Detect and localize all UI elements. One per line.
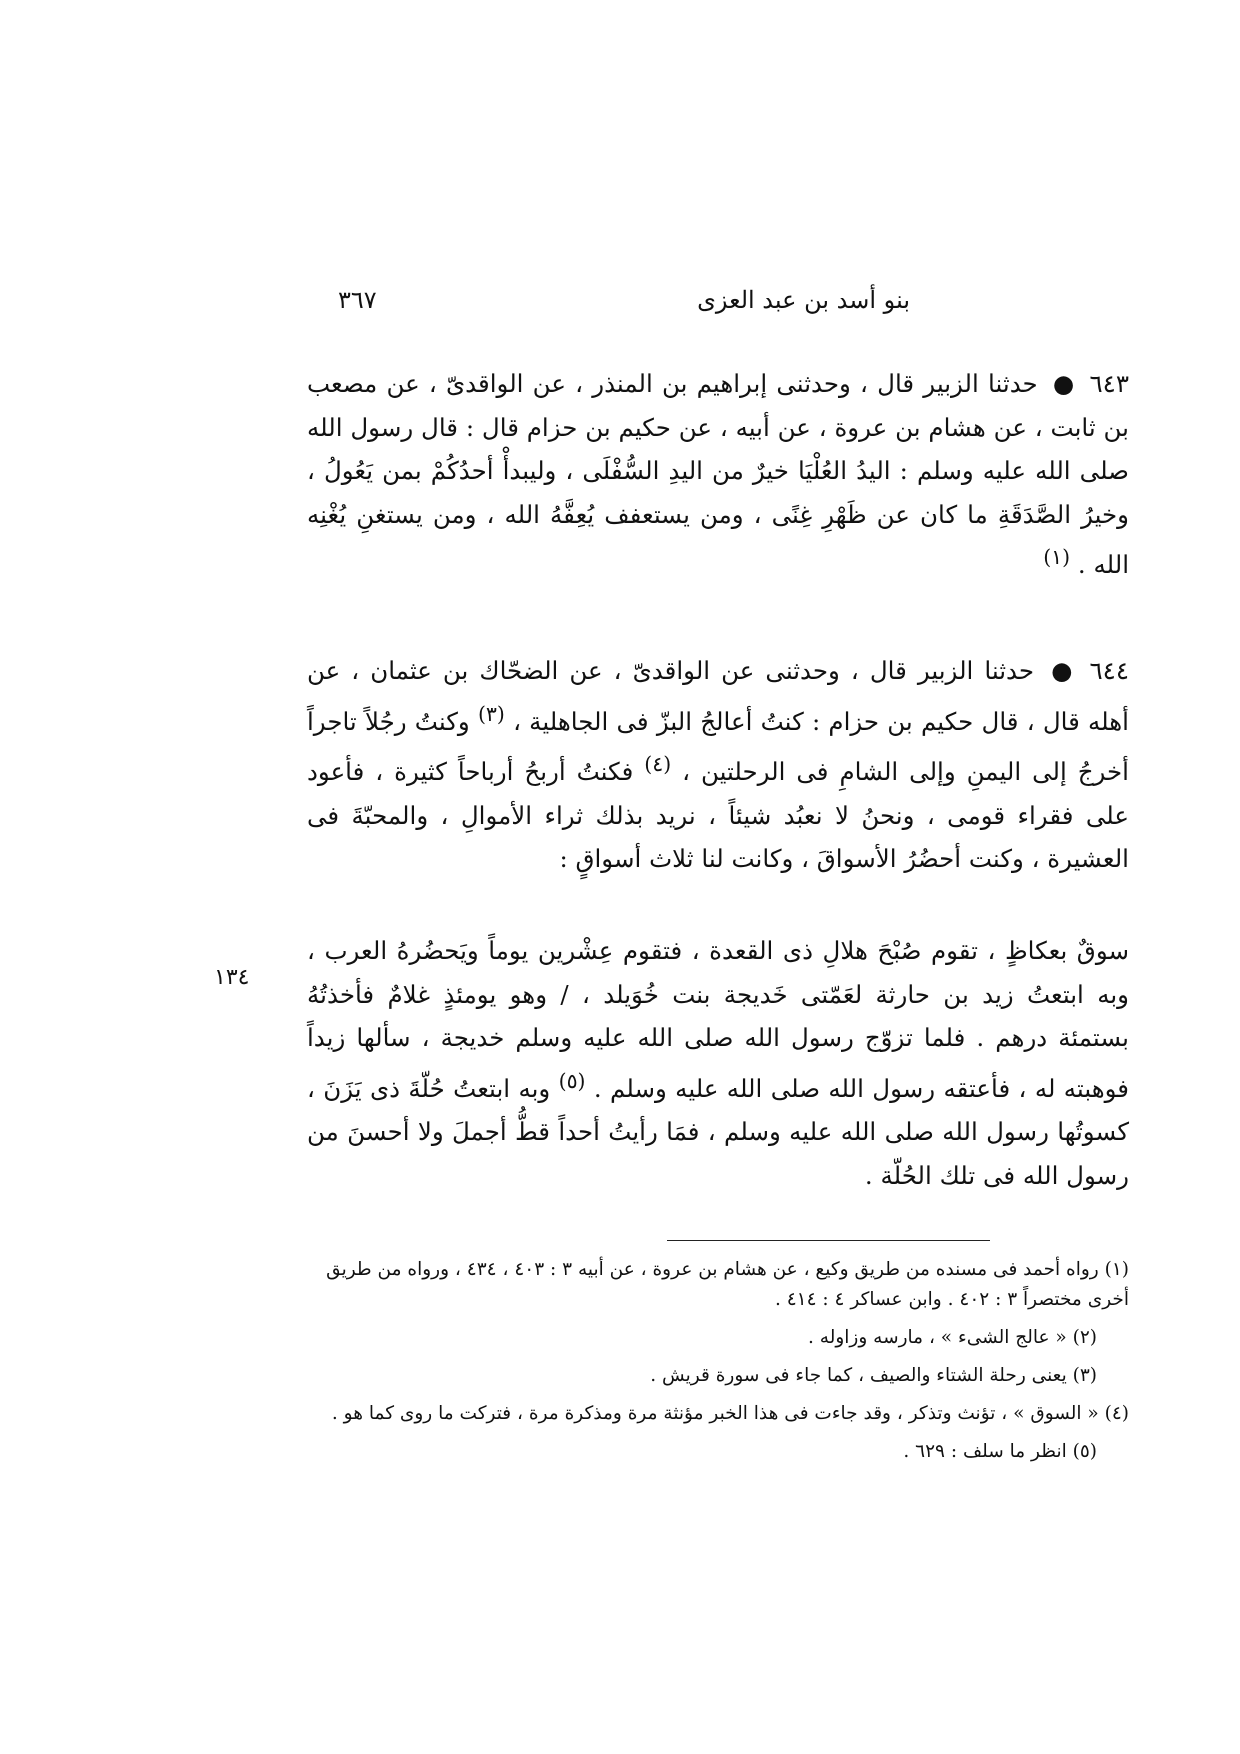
paragraph-number: ٦٤٤ (1089, 656, 1129, 685)
paragraph-number: ٦٤٣ (1089, 369, 1129, 398)
paragraph-644 (307, 649, 1129, 881)
paragraph-text: سوقٌ بعكاظٍ ، تقوم صُبْحَ هلالِ ذى القعدة ، فتقوم عِشْرين يوماً ويَحضُرهُ العرب ، وبه ابتعتُ زيد بن حارثة لعَمّتى خَديجة بنت خُوَيلد ، / وهو يومئذٍ غلامٌ فأخذتُهُ بستمئة درهم . فلما تزوّج رسول الله صلى الله عليه وسلم خديجة ، سألها زيداً فوهبته له ، فأعتقه رسول الله صلى الله عليه وسلم . (307, 936, 1129, 1103)
footnote-3: (٣) يعنى رحلة الشتاء والصيف ، كما جاء فى سورة قريش . (650, 1365, 1097, 1386)
footnote-ref: (٥) (558, 1068, 586, 1093)
paragraph-643 (307, 362, 1129, 587)
footnotes (307, 1255, 1129, 1475)
footnote-5: (٥) انظر ما سلف : ٦٢٩ . (903, 1441, 1097, 1462)
margin-page-reference: ١٣٤ (214, 965, 250, 990)
footnote-1: (١) رواه أحمد فى مسنده من طريق وكيع ، عن هشام بن عروة ، عن أبيه ٣ : ٤٠٣ ، ٤٣٤ ، ورواه من طريق أخرى مختصراً ٣ : ٤٠٢ . وابن عساكر ٤ : ٤١٤ . (326, 1259, 1129, 1310)
footnote-ref: (٣) (477, 701, 505, 726)
running-title: بنو أسد بن عبد العزى (697, 286, 910, 314)
footnote-ref: (٤) (644, 752, 672, 777)
page-number: ٣٦٧ (338, 286, 377, 314)
running-head (310, 286, 1100, 326)
paragraph-text: حدثنا الزبير قال ، وحدثنى عن الواقدىّ ، عن الضحّاك بن عثمان ، عن أهله قال ، قال حكيم بن حزام : كنتُ أعالجُ البزّ فى الجاهلية ، (307, 656, 1129, 736)
paragraph-souq-okaz (307, 929, 1129, 1197)
paragraph-text: حدثنا الزبير قال ، وحدثنى إبراهيم بن المنذر ، عن الواقدىّ ، عن مصعب بن ثابت ، عن هشام بن عروة ، عن أبيه ، عن حكيم بن حزام قال : قال رسول الله صلى الله عليه وسلم : اليدُ العُلْيَا خيرٌ من اليدِ السُّفْلَى ، وليبدأْ أحدُكُمْ بمن يَعُولُ ، وخيرُ الصَّدَقَةِ ما كان عن ظَهْرِ غِنًى ، ومن يستعفف يُعِفَّهُ الله ، ومن يستغنِ يُغْنِه الله . (307, 369, 1129, 580)
footnote-separator (667, 1240, 990, 1241)
paragraph-text: وكنتُ رجُلاً تاجراً أخرجُ إلى اليمنِ وإلى الشامِ فى الرحلتين ، (307, 706, 1129, 787)
bullet-icon: ● (1052, 369, 1075, 398)
footnote-ref: (١) (1043, 545, 1071, 569)
footnote-2: (٢) « عالج الشىء » ، مارسه وزاوله . (808, 1327, 1097, 1348)
paragraph-text: فكنتُ أربحُ أرباحاً كثيرة ، فأعود على فقراء قومى ، ونحنُ لا نعبُد شيئاً ، نريد بذلك ثراء الأموالِ ، والمحبّةَ فى العشيرة ، وكنت أحضُرُ الأسواقَ ، وكانت لنا ثلاث أسواقٍ : (307, 757, 1129, 874)
paragraph-text: وبه ابتعتُ حُلّةَ ذى يَزَنَ ، كسوتُها رسول الله صلى الله عليه وسلم ، فمَا رأيتُ أحداً قطُّ أجملَ ولا أحسنَ من رسول الله فى تلك الحُلّة . (307, 1073, 1129, 1190)
bullet-icon: ● (1051, 656, 1073, 685)
footnote-4: (٤) « السوق » ، تؤنث وتذكر ، وقد جاءت فى هذا الخبر مؤنثة مرة ومذكرة مرة ، فتركت ما روى كما هو . (331, 1403, 1129, 1424)
